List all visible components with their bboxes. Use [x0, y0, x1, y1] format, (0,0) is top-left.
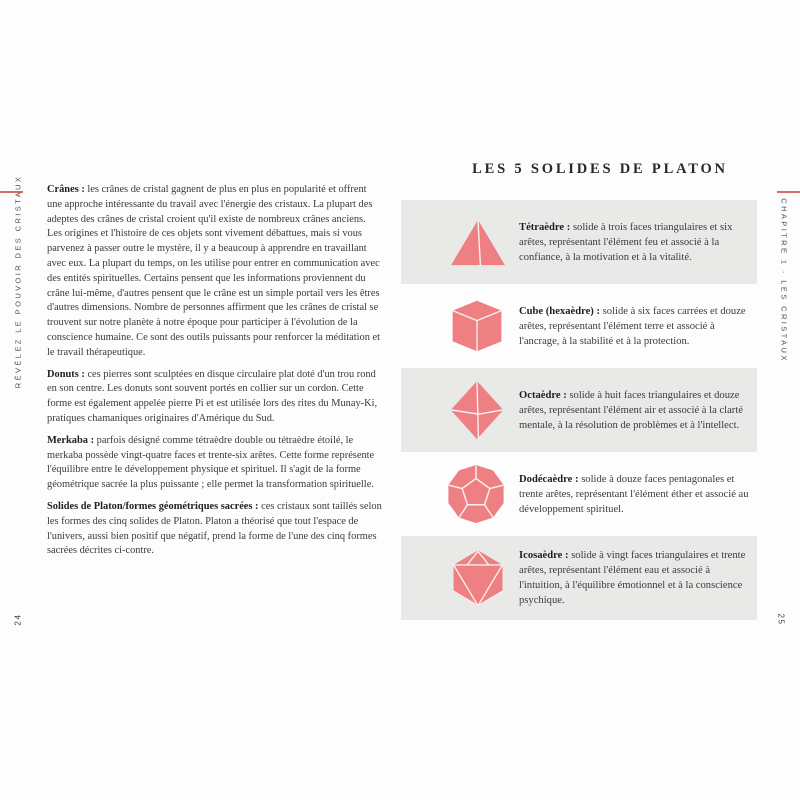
paragraph-lead: Donuts : — [47, 368, 85, 380]
paragraph-body: les crânes de cristal gagnent de plus en plus en popularité et offrent une approche intéressante du travail avec l'énergie des cristaux. La plupart des adeptes des crânes de cristal croient qu'il existe de nombreux crânes anciens. Les origines et l'histoire de ces objets sont vivement débattues, mais si vous parvenez à passer outre le mystère, il y a beaucoup à apprendre en travaillant avec eux. La plupart du temps, on les utilise pour entrer en communication avec des entités spirituelles. Certains pensent que les informations proviennent du crâne lui-même, d'autres pensent que le crâne est un simple portail vers les êtres d'autres dimensions. Nombre de personnes affirment que les crânes de cristal se trouvent sur notre planète à notre époque pour participer à l'évolution de la conscience humaine. Ce sont des outils puissants pour renforcer la méditation et le travail thérapeutique. — [47, 184, 380, 358]
paragraph-cranes — [47, 183, 382, 361]
platonic-row-icosahedron — [401, 536, 757, 620]
left-page-text-column — [47, 183, 382, 566]
paragraph-lead: Crânes : — [47, 184, 85, 195]
page-number-right: 25 — [776, 613, 786, 626]
platonic-row-dodecahedron — [401, 452, 757, 536]
solid-name: Cube (hexaèdre) : — [519, 305, 601, 317]
platonic-solids-list — [401, 200, 757, 620]
dodecahedron-icon — [401, 463, 519, 525]
icosahedron-icon — [401, 547, 519, 610]
solid-name: Octaèdre : — [519, 389, 567, 401]
paragraph-donuts — [47, 368, 382, 427]
paragraph-merkaba — [47, 434, 382, 493]
row-description — [519, 388, 757, 433]
paragraph-solides-de-platon — [47, 500, 382, 559]
paragraph-lead: Solides de Platon/formes géométriques sacrées : — [47, 500, 259, 512]
octahedron-icon — [401, 378, 519, 442]
right-margin-caption: CHAPITRE 1 · LES CRISTAUX — [779, 198, 789, 363]
solid-desc: solide à six faces carrées et douze arêtes, représentant l'élément terre et associé à l'ancrage, à la stabilité et à la protection. — [519, 305, 746, 347]
solid-desc: solide à trois faces triangulaires et six arêtes, représentant l'élément feu et associé à la confiance, à la motivation et à la vitalité. — [519, 221, 733, 263]
row-description — [519, 472, 757, 517]
paragraph-body: ces pierres sont sculptées en disque circulaire plat doté d'un trou rond en son centre. Les donuts sont souvent portés en collier sur un cordon. Cette forme est également appelée pierre Pi et est utilisée lors des rites du Munay-Ki, pratiques chamaniques originaires d'Amérique du Sud. — [47, 368, 378, 424]
paragraph-body: parfois désigné comme tétraèdre double ou tétraèdre étoilé, le merkaba possède vingt-quatre faces et trente-six arêtes. Cette forme représente l'équilibre entre le développement physique et spirituel. Il s'agit de la forme géométrique sacrée la plus puissante ; elle permet la transformation spirituelle. — [47, 434, 375, 491]
paragraph-lead: Merkaba : — [47, 434, 95, 446]
cube-icon — [401, 298, 519, 354]
row-description — [519, 548, 757, 608]
platonic-row-cube — [401, 284, 757, 368]
tetrahedron-icon — [401, 217, 519, 267]
solid-desc: solide à huit faces triangulaires et douze arêtes, représentant l'élément air et associé à la clarté mentale, à la résolution de problèmes et à l'intellect. — [519, 389, 743, 431]
page-number-left: 24 — [13, 613, 23, 626]
page-title: LES 5 SOLIDES DE PLATON — [472, 161, 728, 177]
row-description — [519, 220, 757, 265]
platonic-row-octahedron — [401, 368, 757, 452]
row-description — [519, 304, 757, 349]
solid-name: Tétraèdre : — [519, 221, 571, 233]
solid-desc: solide à douze faces pentagonales et trente arêtes, représentant l'élément éther et associé au développement spirituel. — [519, 473, 749, 515]
platonic-row-tetrahedron — [401, 200, 757, 284]
left-margin-caption: RÉVÉLEZ LE POUVOIR DES CRISTAUX — [13, 174, 23, 389]
solid-name: Icosaèdre : — [519, 550, 569, 561]
solid-name: Dodécaèdre : — [519, 473, 579, 485]
paragraph-body: ces cristaux sont taillés selon les formes des cinq solides de Platon. Platon a théorisé que tout l'espace de l'univers, aussi bien positif que négatif, prend la forme de l'une des cinq formes sacrées décrites ci-contre. — [47, 500, 382, 557]
solid-desc: solide à vingt faces triangulaires et trente arêtes, représentant l'élément eau et associé à l'intuition, à l'équilibre émotionnel et à la conscience psychique. — [519, 550, 746, 606]
